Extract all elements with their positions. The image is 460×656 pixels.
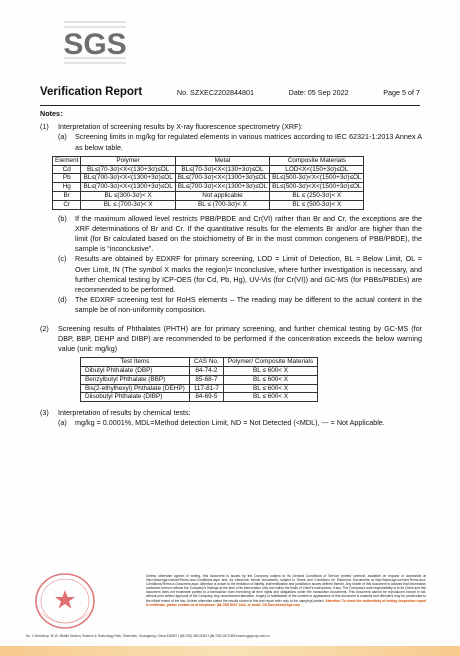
note-2-number: (2) [40,323,49,333]
phthalates-table [80,357,318,402]
notes-section [40,109,422,429]
table-cell: BL ≤ (700-3σ)< X [81,200,175,209]
table-cell: 84-69-5 [189,393,223,402]
page-number: Page 5 of 7 [383,88,420,97]
table-row [53,200,364,209]
table-header-row [81,358,318,367]
table-header-cell: CAS No. [189,358,223,367]
table-cell: BL≤(500-3σ)<X<(1500+3σ)≤OL [270,183,364,192]
note-1d-label: (d) [58,295,67,305]
table-cell: BL≤(70-3σ)<X<(130+3σ)≤OL [81,165,175,174]
table-cell: BL≤(500-3σ)<X<(1500+3σ)≤OL [270,174,364,183]
note-2-text: Screening results of Phthalates (PHTH) are for primary screening, and further chemical testing by GC-MS (for DBP, BBP, DEHP and DIBP) are recommended to be performed if the concentration exceeds the below warning value (unit: mg/kg) [58,323,422,354]
footer-address: No. 1 Workshop, M-10, Middle Section, Science & Technology Park, Shenzhen, Guangdong, China 518057 t (86-755) 26012053 f (86-755) 26710594 www.sgsgroup.com.cn [26,634,270,638]
footer-attention: Attention: To check the authenticity of testing /inspection report & certificate, please contact us at telephone: (86-755) 8307 1443, or email: CN.Doccheck@sgs.com [146,598,426,607]
table-cell: BL≤(70-3σ)<X<(130+3σ)≤OL [175,165,269,174]
sgs-logo-text: SGS [63,28,127,61]
notes-heading: Notes： [40,109,68,118]
table-row [81,375,318,384]
note-1 [40,122,422,132]
table-row [81,393,318,402]
footer-disclaimer-block [146,574,426,607]
table-row [53,174,364,183]
table-row [81,367,318,376]
table-cell: BL≤(700-3σ)<X<(1300+3σ)≤OL [175,174,269,183]
sgs-logo [60,18,130,70]
note-2 [40,324,422,355]
table-row [53,165,364,174]
company-seal [34,572,96,630]
note-1-text: Interpretation of screening results by X-ray fluorescence spectrometry (XRF): [58,122,303,132]
table-cell: BL≤(700-3σ)<X<(1300+3σ)≤OL [175,183,269,192]
table-row [53,192,364,201]
table-cell: Diisobutyl Phthalate (DIBP) [81,393,190,402]
note-1c-text: Results are obtained by EDXRF for primary screening, LOD = Limit of Detection, BL = Below Limit, OL = Over Limit, IN (The symbol X marks the region)= Inconclusive, where further investigation is necessary, and further chemical testing by ICP-OES (for Cd, Pb, Hg), UV-Vis (for Cr(VI)) and GC-MS (for PBBs/PBDEs) are recommended to be performed. [75,254,422,295]
table-cell: Benzylbutyl Phthalate (BBP) [81,375,190,384]
note-1c-label: (c) [58,254,67,264]
report-date: Date: 05 Sep 2022 [288,88,349,97]
report-title: Verification Report [40,86,143,98]
note-1d-text: The EDXRF screening test for RoHS elements – The reading may be different to the actual content in the sample be of non-uniformity composition. [75,295,422,315]
sgs-logo-graphic [60,18,130,70]
note-1b-text: If the maximum allowed level restricts PBB/PBDE and Cr(VI) rather than Br and Cr, the exceptions are the XRF determinations of Br and Cr. If the quantitative results for the elements Br and/or are higher than the limit (for Br calculated based on the stoichiometry of Br in the most common congeners of PBB/PBDE), the sample is “inconclusive”. [75,213,422,254]
report-number: No. SZXEC2202844801 [176,88,254,97]
table-cell: Dibutyl Phthalate (DBP) [81,367,190,376]
note-1b [40,214,422,255]
report-header [40,86,420,104]
table-cell: Cr [53,200,81,209]
table-cell: BL≤(700-3σ)<X<(1300+3σ)≤OL [81,183,175,192]
note-3a [40,418,422,428]
table-cell: Pb [53,174,81,183]
table-cell: 85-68-7 [189,375,223,384]
table-header-cell: Metal [175,156,269,165]
note-3a-text: mg/kg = 0.0001%, MDL=Method detection Limit, ND = Not Detected (<MDL), --- = Not Applicable. [75,418,385,428]
footer-disclaimer: Unless otherwise agreed in writing, this document is issued by the Company subject to its General Conditions of Service printed overleaf, available on request or accessible at http://www.sgs.com/en/Terms-and-Conditions.aspx and, for electronic format documents, subject to Terms and Conditions for Electronic Documents at http://www.sgs.com/en/Terms-and-Conditions/Terms-e-Document.aspx. Attention is drawn to the limitation of liability, indemnification and jurisdiction issues defined therein. Any holder of this document is advised that information contained hereon reflects the Company's findings at the time of its intervention only and within the limits of Client's instructions, if any. The Company's sole responsibility is to its Client and this document does not exonerate parties to a transaction from exercising all their rights and obligations under the transaction documents. This document cannot be reproduced except in full, without prior written approval of the Company. Any unauthorized alteration, forgery or falsification of the content or appearance of this document is unlawful and offenders may be prosecuted to the fullest extent of the law. Unless otherwise stated the results shown in this test report refer only to the sample(s) tested. [146,574,426,603]
table-header-cell: Test Items [81,358,190,367]
table-cell: BL ≤ 600< X [223,393,317,402]
note-1d [40,295,422,315]
table-header-cell: Polymer/ Composite Materials [223,358,317,367]
table-cell: BL ≤ 600< X [223,375,317,384]
note-1c [40,254,422,295]
note-1-number: (1) [40,122,49,132]
table-cell: BL≤(700-3σ)<X<(1300+3σ)≤OL [81,174,175,183]
spacer [40,316,422,324]
table-row [53,183,364,192]
table-cell: BL ≤ (700-3σ)< X [175,200,269,209]
note-3 [40,408,422,418]
table-cell: BL ≤(300-3σ)< X [81,192,175,201]
table-cell: Cd [53,165,81,174]
table-cell: LOD<X<(150+3σ)≤OL [270,165,364,174]
table-header-row [53,156,364,165]
table-header-cell: Element [53,156,81,165]
bottom-decorative-band [0,646,460,656]
table-cell: Not applicable [175,192,269,201]
note-3-text: Interpretation of results by chemical tests: [58,408,191,418]
table-row [81,384,318,393]
table-header-cell: Composite Materials [270,156,364,165]
table-cell: Hg [53,183,81,192]
note-1b-label: (b) [58,213,67,223]
note-3a-label: (a) [58,418,67,428]
table-cell: Br [53,192,81,201]
table-cell: 117-81-7 [189,384,223,393]
header-divider [40,105,420,106]
table-cell: BL ≤ 600< X [223,384,317,393]
note-1a-label: (a) [58,132,67,142]
note-1a-text: Screening limits in mg/kg for regulated elements in various matrices according to IEC 62321-1:2013 Annex A as below table. [75,132,422,152]
table-cell: Bis(2-ethylhexyl) Phthalate (DEHP) [81,384,190,393]
xrf-limits-table [52,156,364,210]
note-3-number: (3) [40,408,49,418]
table-header-cell: Polymer [81,156,175,165]
table-cell: BL ≤ (250-3σ)< X [270,192,364,201]
table-cell: 84-74-2 [189,367,223,376]
table-cell: BL ≤ 600< X [223,367,317,376]
seal-graphic [34,572,96,630]
table-cell: BL ≤ (500-3σ)< X [270,200,364,209]
note-1a [40,132,422,152]
report-footer [26,572,434,632]
